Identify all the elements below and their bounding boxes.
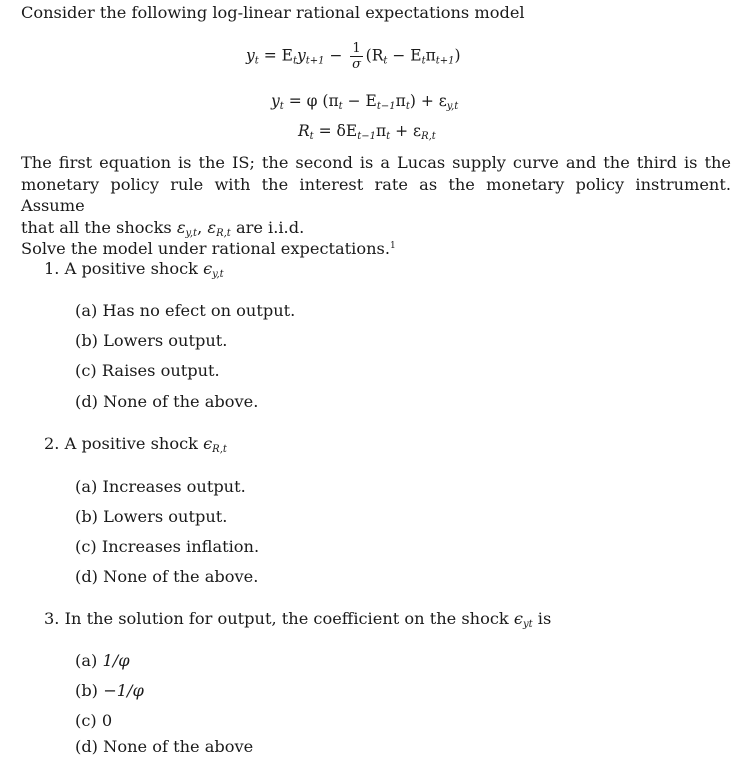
eq1-lhs: y	[246, 46, 255, 65]
answer-option[interactable]: (d) None of the above	[75, 737, 254, 756]
answer-option[interactable]: (a) Has no efect on output.	[75, 301, 296, 320]
paragraph-line: Solve the model under rational expectations.$^1$	[21, 239, 396, 258]
question-2	[44, 434, 227, 453]
eq1-term-b: y	[297, 46, 306, 65]
question-1	[44, 259, 224, 278]
eq1-term-c: (R	[365, 46, 384, 65]
eq1-term-d: − E	[387, 46, 422, 65]
shock-y-symbol: ε	[176, 217, 186, 237]
answer-option[interactable]: (a) 1/φ	[75, 651, 130, 670]
eq2-term-d: ) + ε	[409, 92, 447, 110]
answer-option[interactable]: (c) Raises output.	[75, 361, 220, 380]
footnote-mark[interactable]: 1	[389, 241, 396, 251]
question-symbol: $\epsilon_{yt}$	[513, 609, 533, 630]
eq2-term-c: π	[395, 92, 406, 110]
question-text: A positive shock	[64, 259, 204, 278]
intro-text: Consider the following log-linear rational expectations model	[21, 3, 525, 22]
question-number: 1.	[44, 259, 60, 278]
question-symbol: $\epsilon_{y,t}$	[203, 259, 224, 280]
eq2-lhs: y	[271, 92, 280, 110]
lucas-supply-equation: $y_t = \varphi$ $(\pi_t - E_{t-1}\pi_t) + \varepsilon_{y,t}$	[271, 92, 459, 112]
eq1-minus: −	[324, 46, 348, 65]
answer-option[interactable]: (c) Increases inflation.	[75, 537, 260, 556]
answer-option[interactable]: (d) None of the above.	[75, 567, 259, 586]
question-number: 2.	[44, 434, 60, 453]
policy-rule-equation: $R_t = \delta E_{t-1}\pi_t + \varepsilon_{R,t}$	[298, 122, 436, 142]
paragraph-line: that all the shocks $\varepsilon_{y,t}$, $\varepsilon_{R,t}$ are i.i.d.	[21, 217, 305, 239]
is-equation: $y_t = E_ty_{t+1}$ − $\frac{1}{\sigma}$ $(R_t - E_t\pi_{t+1})$	[246, 41, 461, 72]
eq2-term-b: − E	[342, 92, 377, 110]
answer-option[interactable]: (b) Lowers output.	[75, 331, 228, 350]
question-3: 3. In the solution for output, the coefficient on the shock $\epsilon_{yt}$ is	[44, 609, 552, 630]
eq3-term-b: π	[375, 122, 387, 140]
eq1-fraction: $\frac{1}{\sigma}$	[352, 41, 361, 72]
question-symbol: $\epsilon_{R,t}$	[203, 434, 227, 455]
eq3-term-a: = δE	[318, 122, 358, 140]
answer-option[interactable]: (b) Lowers output.	[75, 507, 228, 526]
eq1-term-a: = E	[263, 46, 293, 65]
paragraph-line: The first equation is the IS; the second is a Lucas supply curve and the third is the	[21, 153, 731, 172]
answer-option[interactable]: (c) 0	[75, 711, 113, 730]
paragraph-line: monetary policy rule with the interest rate as the monetary policy instrument. Assume	[21, 174, 731, 215]
answer-option[interactable]: (b) −1/φ	[75, 681, 144, 700]
eq1-term-f: )	[454, 46, 461, 65]
shock-r-symbol: ε	[207, 217, 217, 237]
question-text: A positive shock	[64, 434, 204, 453]
model-description	[21, 152, 731, 260]
answer-option[interactable]: (d) None of the above.	[75, 392, 259, 411]
eq3-lhs: R	[298, 122, 310, 140]
question-text: In the solution for output, the coefficient on the shock	[64, 609, 514, 628]
eq3-term-c: + ε	[390, 122, 422, 140]
question-number: 3.	[44, 609, 60, 628]
eq2-term-a: = φ (π	[288, 92, 339, 110]
answer-option[interactable]: (a) Increases output.	[75, 477, 246, 496]
eq1-term-e: π	[425, 46, 436, 65]
